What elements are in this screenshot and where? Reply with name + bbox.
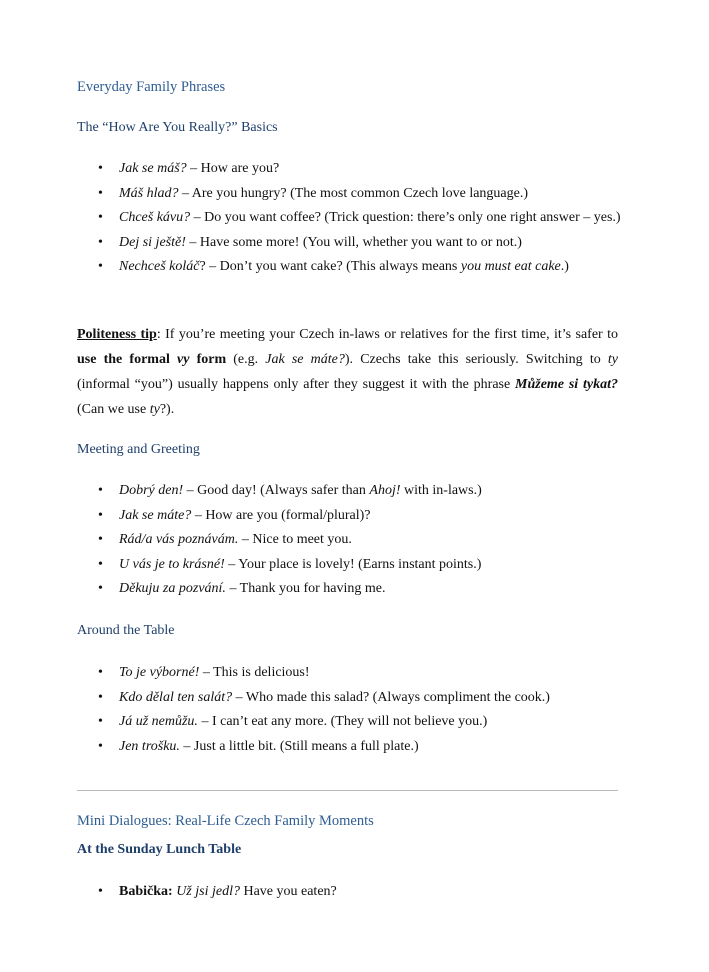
dialogue-list xyxy=(96,880,621,905)
list-item: • Babička: Už jsi jedl? Have you eaten? xyxy=(96,880,621,905)
section-heading-table: Around the Table xyxy=(77,623,175,638)
list-item: • Kdo dělal ten salát? – Who made this salad? (Always compliment the cook.) xyxy=(96,686,621,711)
phrase-list-greeting xyxy=(96,479,621,602)
phrase-list-table xyxy=(96,661,621,759)
list-item: • Rád/a vás poznávám. – Nice to meet you. xyxy=(96,528,621,553)
list-item: • Jak se máš? – How are you? xyxy=(96,157,621,182)
list-item: • Děkuju za pozvání. – Thank you for having me. xyxy=(96,577,621,602)
tip-label: Politeness tip xyxy=(77,327,157,342)
section-heading-greeting: Meeting and Greeting xyxy=(77,442,200,457)
politeness-tip-paragraph: Politeness tip: If you’re meeting your Czech in-laws or relatives for the first time, it’s safer to use the formal vy form (e.g. Jak se máte?). Czechs take this seriously. Switching to ty (informal “you”) usually happens only after they suggest it with the phrase Můžeme si tykat? (Can we use ty?). xyxy=(77,327,618,417)
list-item: • Nechceš koláč? – Don’t you want cake? (This always means you must eat cake.) xyxy=(96,255,621,280)
list-item: • Jen trošku. – Just a little bit. (Still means a full plate.) xyxy=(96,735,621,760)
mini-dialogues-title: Mini Dialogues: Real-Life Czech Family Moments xyxy=(77,813,374,829)
phrase-list-basics xyxy=(96,157,621,280)
list-item: • Dej si ještě! – Have some more! (You will, whether you want to or not.) xyxy=(96,231,621,256)
subheading-sunday-lunch: At the Sunday Lunch Table xyxy=(77,842,242,857)
horizontal-divider xyxy=(77,790,618,791)
list-item: • Chceš kávu? – Do you want coffee? (Trick question: there’s only one right answer – yes.) xyxy=(96,206,621,231)
page-title: Everyday Family Phrases xyxy=(77,79,226,95)
list-item: • Jak se máte? – How are you (formal/plural)? xyxy=(96,504,621,529)
list-item: • Já už nemůžu. – I can’t eat any more. (They will not believe you.) xyxy=(96,710,621,735)
speaker-label: Babička: xyxy=(119,884,173,899)
section-heading-basics: The “How Are You Really?” Basics xyxy=(77,120,278,135)
list-item: • Dobrý den! – Good day! (Always safer than Ahoj! with in-laws.) xyxy=(96,479,621,504)
list-item: • To je výborné! – This is delicious! xyxy=(96,661,621,686)
list-item: • Máš hlad? – Are you hungry? (The most common Czech love language.) xyxy=(96,182,621,207)
list-item: • U vás je to krásné! – Your place is lovely! (Earns instant points.) xyxy=(96,553,621,578)
